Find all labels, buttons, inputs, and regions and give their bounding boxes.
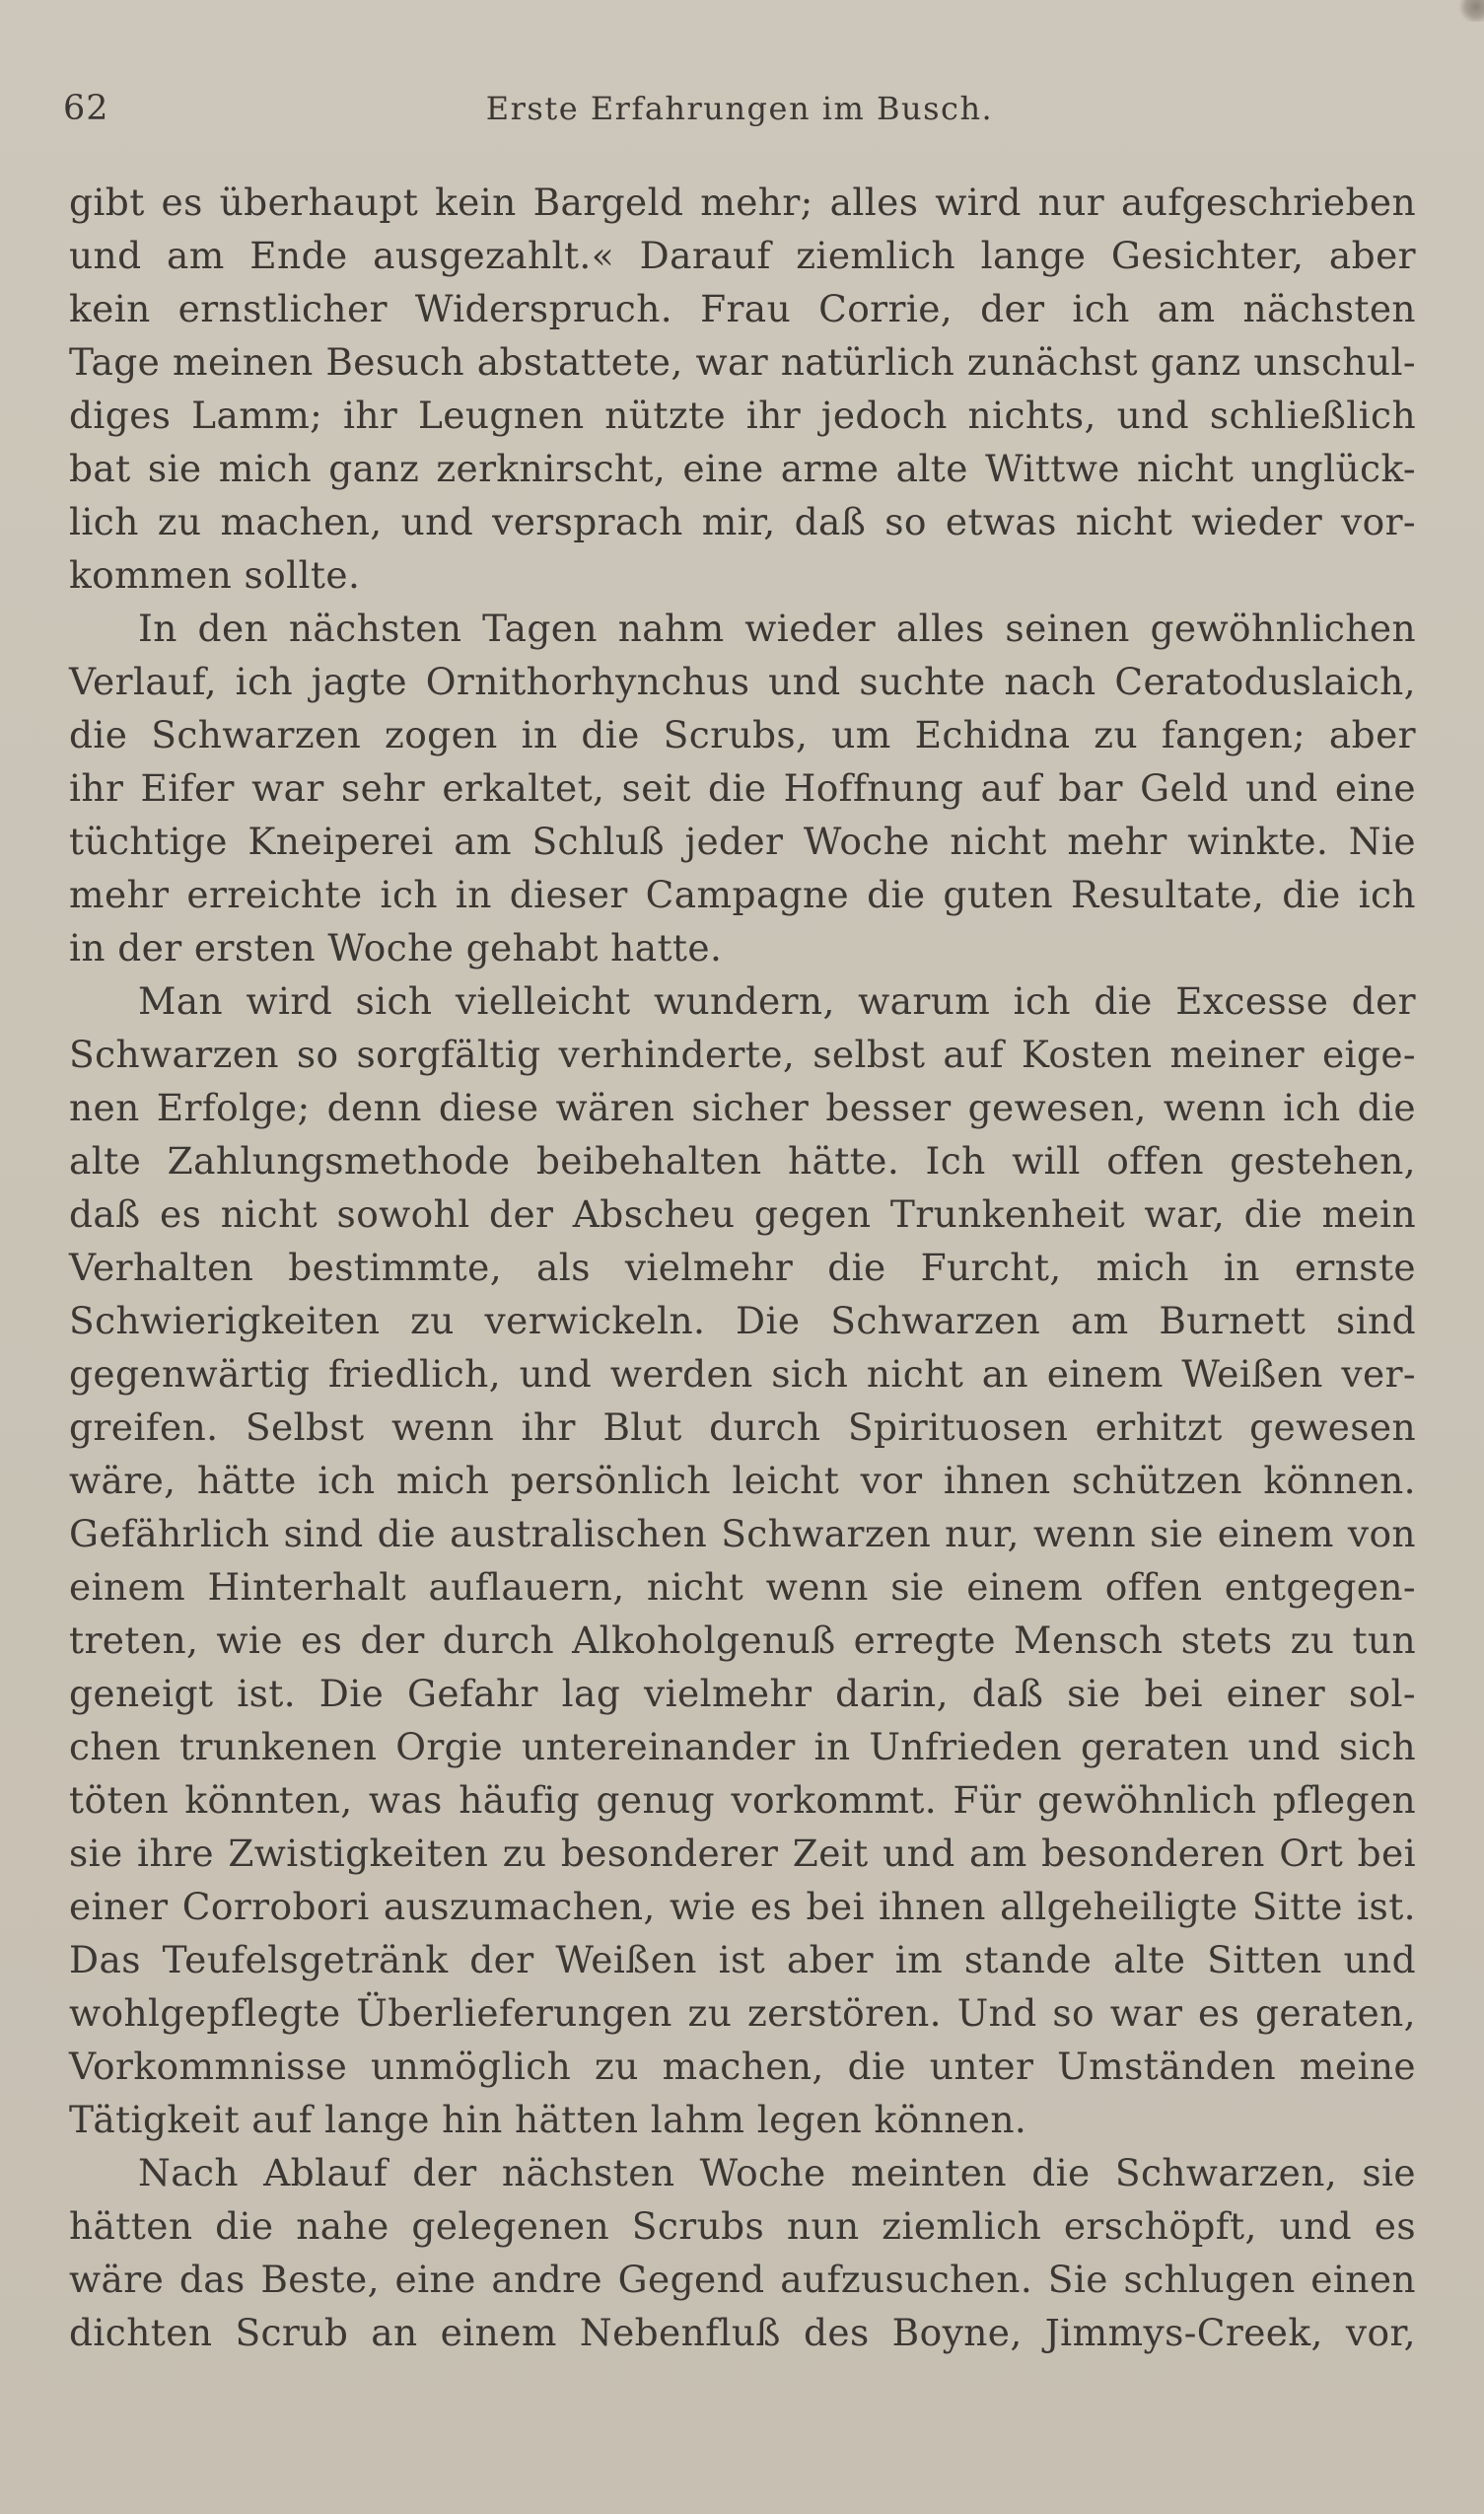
text-line: kommen sollte. — [69, 553, 361, 597]
text-line: gibt es überhaupt kein Bargeld mehr; alles wird nur aufgeschrieben — [69, 180, 1416, 224]
text-line: alte Zahlungsmethode beibehalten hätte. Ich will offen gestehen, — [69, 1139, 1416, 1183]
text-line: nen Erfolge; denn diese wären sicher besser gewesen, wenn ich die — [69, 1086, 1416, 1129]
text-line: tüchtige Kneiperei am Schluß jeder Woche nicht mehr winkte. Nie — [69, 820, 1416, 863]
text-line: Gefährlich sind die australischen Schwarzen nur, wenn sie einem von — [69, 1512, 1416, 1555]
text-line: mehr erreichte ich in dieser Campagne die guten Resultate, die ich — [69, 873, 1416, 916]
text-line: wäre, hätte ich mich persönlich leicht vor ihnen schützen können. — [69, 1459, 1416, 1502]
text-line: in der ersten Woche gehabt hatte. — [69, 926, 723, 970]
text-line: Verhalten bestimmte, als vielmehr die Furcht, mich in ernste — [69, 1246, 1416, 1289]
text-line: ihr Eifer war sehr erkaltet, seit die Hoffnung auf bar Geld und eine — [69, 766, 1416, 810]
text-line: Vorkommnisse unmöglich zu machen, die unter Umständen meine — [69, 2045, 1416, 2088]
text-line: dichten Scrub an einem Nebenfluß des Boyne, Jimmys-Creek, vor, — [69, 2311, 1416, 2354]
text-line: Tätigkeit auf lange hin hätten lahm legen können. — [69, 2098, 1027, 2141]
page-number: 62 — [63, 89, 109, 128]
text-line: chen trunkenen Orgie untereinander in Unfrieden geraten und sich — [69, 1725, 1416, 1768]
text-line: kein ernstlicher Widerspruch. Frau Corrie, der ich am nächsten — [69, 287, 1416, 330]
text-line: Das Teufelsgetränk der Weißen ist aber im stande alte Sitten und — [69, 1938, 1416, 1981]
text-line: In den nächsten Tagen nahm wieder alles seinen gewöhnlichen — [138, 607, 1416, 650]
text-line: gegenwärtig friedlich, und werden sich nicht an einem Weißen ver- — [69, 1352, 1416, 1396]
text-line: die Schwarzen zogen in die Scrubs, um Echidna zu fangen; aber — [69, 713, 1416, 756]
text-line: Man wird sich vielleicht wundern, warum ich die Excesse der — [138, 979, 1416, 1023]
text-line: einem Hinterhalt auflauern, nicht wenn sie einem offen entgegen- — [69, 1565, 1416, 1609]
running-head — [63, 85, 1416, 132]
text-line: daß es nicht sowohl der Abscheu gegen Trunkenheit war, die mein — [69, 1192, 1416, 1236]
text-line: hätten die nahe gelegenen Scrubs nun ziemlich erschöpft, und es — [69, 2204, 1416, 2248]
text-line: und am Ende ausgezahlt.« Darauf ziemlich lange Gesichter, aber — [69, 234, 1416, 277]
text-line: einer Corrobori auszumachen, wie es bei ihnen allgeheiligte Sitte ist. — [69, 1885, 1416, 1928]
text-line: sie ihre Zwistigkeiten zu besonderer Zeit und am besonderen Ort bei — [69, 1832, 1416, 1875]
body-text — [69, 176, 1416, 2359]
text-line: greifen. Selbst wenn ihr Blut durch Spirituosen erhitzt gewesen — [69, 1405, 1416, 1449]
text-line: wäre das Beste, eine andre Gegend aufzusuchen. Sie schlugen einen — [69, 2258, 1416, 2301]
scan-corner-mark — [1458, 0, 1484, 22]
text-line: Tage meinen Besuch abstattete, war natürlich zunächst ganz unschul- — [69, 340, 1416, 384]
text-line: treten, wie es der durch Alkoholgenuß erregte Mensch stets zu tun — [69, 1618, 1416, 1662]
text-line: lich zu machen, und versprach mir, daß so etwas nicht wieder vor- — [69, 500, 1416, 543]
text-line: diges Lamm; ihr Leugnen nützte ihr jedoch nichts, und schließlich — [69, 394, 1416, 437]
text-line: wohlgepflegte Überlieferungen zu zerstören. Und so war es geraten, — [69, 1991, 1416, 2035]
text-line: geneigt ist. Die Gefahr lag vielmehr darin, daß sie bei einer sol- — [69, 1672, 1416, 1715]
text-line: Schwarzen so sorgfältig verhinderte, selbst auf Kosten meiner eige- — [69, 1033, 1416, 1076]
text-line: Verlauf, ich jagte Ornithorhynchus und suchte nach Ceratoduslaich, — [69, 660, 1416, 703]
running-head-title: Erste Erfahrungen im Busch. — [485, 90, 994, 127]
text-line: Nach Ablauf der nächsten Woche meinten die Schwarzen, sie — [138, 2151, 1416, 2194]
text-line: bat sie mich ganz zerknirscht, eine arme alte Wittwe nicht unglück- — [69, 447, 1416, 490]
text-line: töten könnten, was häufig genug vorkommt. Für gewöhnlich pflegen — [69, 1778, 1416, 1822]
text-line: Schwierigkeiten zu verwickeln. Die Schwarzen am Burnett sind — [69, 1299, 1416, 1342]
